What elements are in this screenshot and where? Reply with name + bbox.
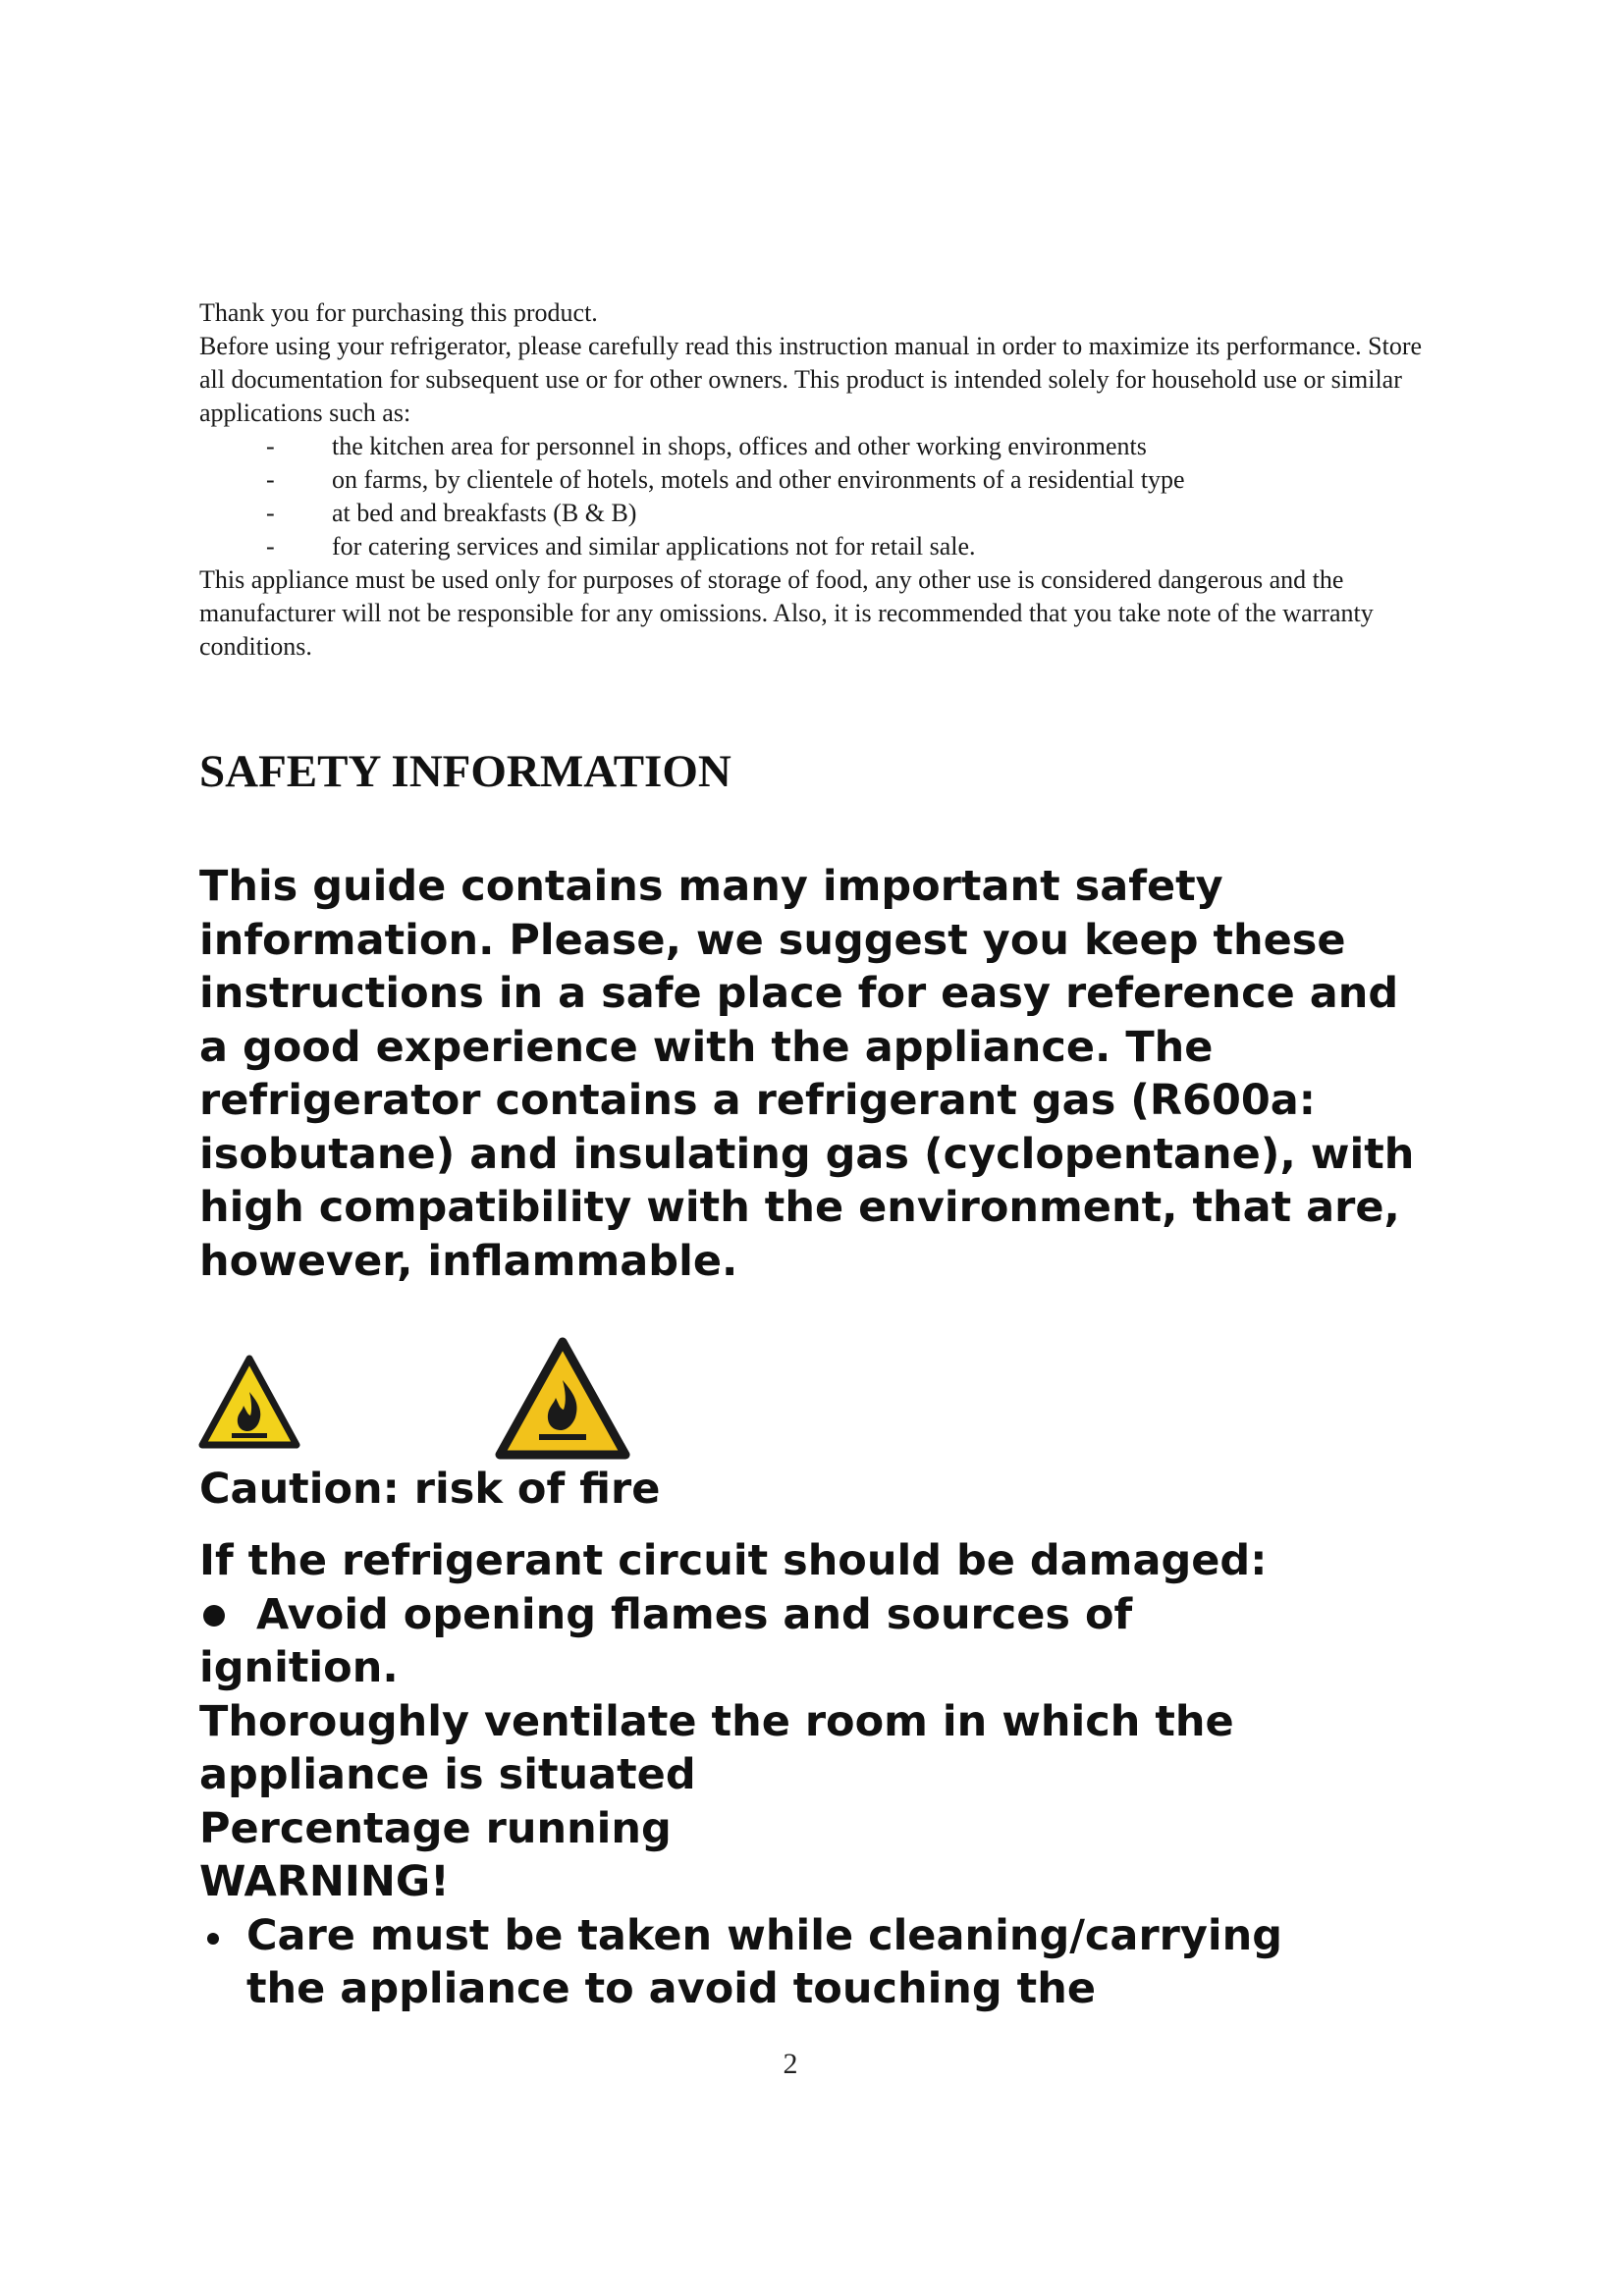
list-item bbox=[199, 1909, 1436, 1963]
bullet-icon bbox=[203, 1605, 225, 1627]
list-item bbox=[199, 530, 1427, 563]
flammable-warning-icon bbox=[198, 1355, 300, 1449]
list-item-text: at bed and breakfasts (B & B) bbox=[332, 499, 637, 527]
usage-list bbox=[199, 430, 1427, 563]
care-text-continued: the appliance to avoid touching the bbox=[246, 1964, 1096, 2013]
safety-instructions bbox=[199, 1534, 1436, 2016]
list-item bbox=[199, 1588, 1436, 1642]
list-dash: - bbox=[266, 499, 275, 527]
safety-body: This guide contains many important safety information. Please, we suggest you keep these instructions in a safe place for easy reference and a good experience with the appliance. The refrigerator contains a refrigerant gas (R600a: isobutane) and insulating gas (cyclopentane), with high compatibility with the environment, that are, however, inflammable. bbox=[199, 862, 1415, 1286]
list-item bbox=[199, 430, 1427, 463]
intro-instructions: Before using your refrigerator, please carefully read this instruction manual in order to maximize its performance. Store all documentation for subsequent use or for other owners. This product is intended solely for household use or similar applications such as: bbox=[199, 332, 1423, 427]
ventilate-text-continued: appliance is situated bbox=[199, 1750, 696, 1799]
intro-thanks: Thank you for purchasing this product. bbox=[199, 298, 598, 327]
section-heading: SAFETY INFORMATION bbox=[199, 746, 731, 797]
warning-label: WARNING! bbox=[199, 1857, 450, 1906]
list-item-text: the kitchen area for personnel in shops, offices and other working environments bbox=[332, 432, 1147, 460]
list-item bbox=[199, 497, 1427, 530]
circuit-damaged-text: If the refrigerant circuit should be damaged: bbox=[199, 1536, 1268, 1585]
avoid-flames-text: Avoid opening flames and sources of bbox=[256, 1589, 1133, 1639]
intro-section bbox=[199, 296, 1427, 664]
list-dash: - bbox=[266, 465, 275, 494]
bullet-icon bbox=[207, 1933, 219, 1945]
list-item-text: on farms, by clientele of hotels, motels and other environments of a residential type bbox=[332, 465, 1185, 494]
care-text: Care must be taken while cleaning/carrying bbox=[246, 1910, 1283, 1960]
intro-usage-note: This appliance must be used only for purposes of storage of food, any other use is considered dangerous and the manufacturer will not be responsible for any omissions. Also, it is recommended that you take note of the warranty conditions. bbox=[199, 565, 1374, 661]
page-number: 2 bbox=[783, 2048, 798, 2080]
list-dash: - bbox=[266, 432, 275, 460]
avoid-flames-text-continued: ignition. bbox=[199, 1643, 399, 1692]
ventilate-text: Thoroughly ventilate the room in which the bbox=[199, 1696, 1234, 1746]
flammable-warning-icon bbox=[495, 1337, 630, 1461]
caution-text: Caution: risk of fire bbox=[199, 1465, 661, 1514]
list-dash: - bbox=[266, 532, 275, 561]
list-item-text: for catering services and similar applications not for retail sale. bbox=[332, 532, 976, 561]
percentage-text: Percentage running bbox=[199, 1803, 672, 1853]
list-item bbox=[199, 463, 1427, 497]
